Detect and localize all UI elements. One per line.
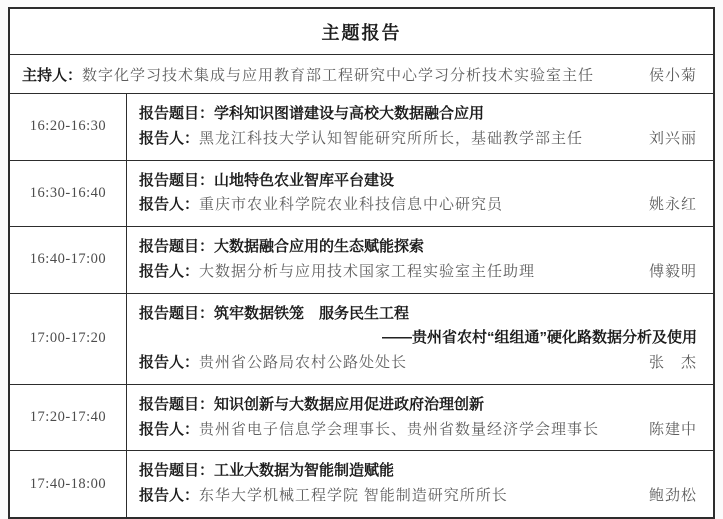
session-content	[127, 227, 713, 293]
report-title-label: 报告题目：	[139, 238, 215, 255]
speaker-line	[139, 260, 697, 285]
speaker-name: 刘兴丽	[648, 130, 697, 147]
report-title-line	[139, 393, 697, 418]
host-description: 数字化学习技术集成与应用教育部工程研究中心学习分析技术实验室主任	[82, 67, 595, 84]
speaker-line	[139, 351, 697, 376]
report-title-line	[139, 302, 697, 327]
session-list	[10, 94, 713, 517]
speaker-label: 报告人：	[139, 196, 200, 214]
report-title-text: 大数据融合应用的生态赋能探索	[214, 238, 425, 255]
speaker-affiliation: 东华大学机械工程学院 智能制造研究所所长	[199, 488, 508, 504]
report-title-line2: ——贵州省农村“组组通”硬化路数据分析及使用	[381, 329, 697, 347]
agenda-table	[8, 7, 715, 519]
speaker-line	[139, 127, 697, 152]
session-row	[10, 385, 713, 452]
session-time: 17:40-18:00	[10, 451, 127, 517]
report-title-text: 学科知识图谱建设与高校大数据融合应用	[214, 105, 485, 122]
session-content	[127, 294, 713, 384]
host-row	[10, 55, 713, 94]
session-row	[10, 161, 713, 228]
report-title-text: 山地特色农业智库平台建设	[214, 171, 395, 189]
report-title-text: 筑牢数据铁笼 服务民生工程	[214, 304, 410, 322]
speaker-name: 鲍劲松	[648, 488, 697, 504]
speaker-name: 陈建中	[648, 421, 697, 438]
speaker-label: 报告人：	[139, 420, 200, 438]
report-title-line	[139, 102, 697, 127]
session-time: 16:40-17:00	[10, 227, 127, 293]
speaker-label: 报告人：	[139, 262, 200, 280]
session-content	[127, 385, 713, 451]
session-row	[10, 94, 713, 161]
report-title-text: 工业大数据为智能制造赋能	[214, 462, 395, 480]
speaker-line	[139, 193, 697, 218]
report-title-label: 报告题目：	[139, 171, 215, 189]
session-row	[10, 294, 713, 385]
speaker-affiliation: 黑龙江科技大学认知智能研究所所长，基础教学部主任	[199, 130, 584, 147]
speaker-label: 报告人：	[139, 354, 200, 371]
host-label: 主持人：	[22, 66, 83, 84]
report-title-line	[139, 169, 697, 194]
report-title-label: 报告题目：	[139, 304, 215, 322]
session-content	[127, 451, 713, 517]
speaker-name: 姚永红	[648, 197, 697, 214]
speaker-name: 傅毅明	[648, 263, 697, 280]
session-time: 17:00-17:20	[10, 294, 127, 384]
host-name: 侯小菊	[648, 67, 697, 84]
table-title-text: 主题报告	[321, 22, 402, 43]
report-title-line	[139, 459, 697, 484]
speaker-affiliation: 贵州省公路局农村公路处处长	[199, 355, 408, 371]
report-title-line	[139, 235, 697, 260]
speaker-line	[139, 418, 697, 443]
report-title-text: 知识创新与大数据应用促进政府治理创新	[214, 395, 485, 413]
speaker-line	[139, 484, 697, 509]
table-title	[10, 9, 713, 55]
session-time: 16:30-16:40	[10, 161, 127, 227]
session-time: 16:20-16:30	[10, 94, 127, 160]
report-title-label: 报告题目：	[139, 105, 215, 122]
speaker-affiliation: 重庆市农业科学院农业科技信息中心研究员	[199, 197, 504, 214]
speaker-label: 报告人：	[139, 129, 200, 147]
report-title-label: 报告题目：	[139, 395, 215, 413]
session-row	[10, 227, 713, 294]
session-content	[127, 161, 713, 227]
speaker-label: 报告人：	[139, 487, 200, 504]
speaker-affiliation: 大数据分析与应用技术国家工程实验室主任助理	[199, 263, 536, 280]
speaker-affiliation: 贵州省电子信息学会理事长、贵州省数量经济学会理事长	[199, 421, 600, 438]
session-row	[10, 451, 713, 517]
session-time: 17:20-17:40	[10, 385, 127, 451]
speaker-name: 张 杰	[648, 355, 697, 371]
session-content	[127, 94, 713, 160]
report-title-label: 报告题目：	[139, 462, 215, 480]
